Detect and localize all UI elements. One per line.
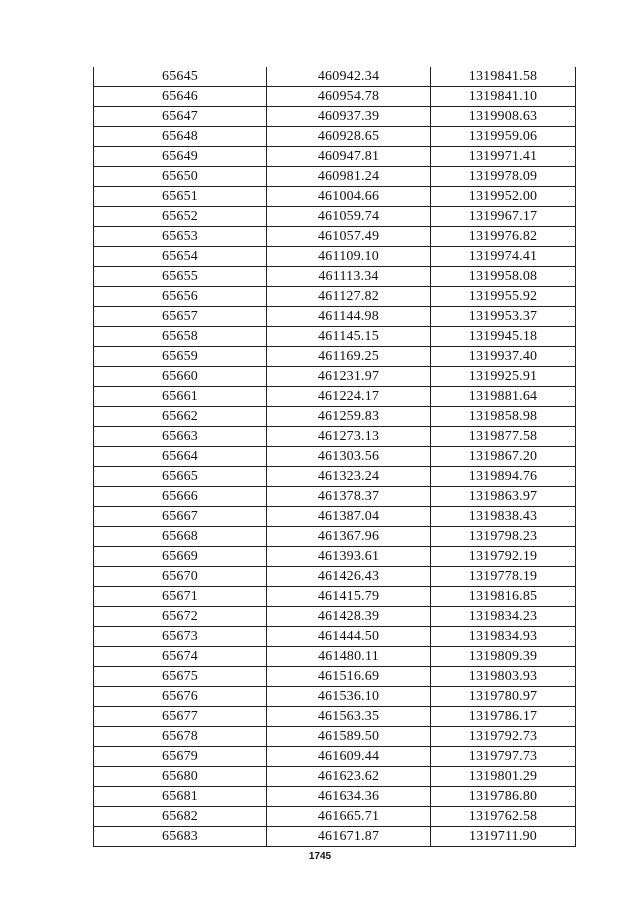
table-row xyxy=(94,147,576,167)
point-id-cell: 65669 xyxy=(94,547,267,567)
x-coordinate-cell: 461609.44 xyxy=(267,747,431,767)
table-row xyxy=(94,787,576,807)
table-row xyxy=(94,107,576,127)
table-row xyxy=(94,807,576,827)
table-row xyxy=(94,167,576,187)
y-coordinate-cell: 1319786.80 xyxy=(431,787,576,807)
coordinate-table xyxy=(93,67,576,847)
y-coordinate-cell: 1319858.98 xyxy=(431,407,576,427)
point-id-cell: 65676 xyxy=(94,687,267,707)
y-coordinate-cell: 1319797.73 xyxy=(431,747,576,767)
y-coordinate-cell: 1319838.43 xyxy=(431,507,576,527)
point-id-cell: 65657 xyxy=(94,307,267,327)
point-id-cell: 65660 xyxy=(94,367,267,387)
point-id-cell: 65672 xyxy=(94,607,267,627)
table-row xyxy=(94,367,576,387)
table-row xyxy=(94,667,576,687)
point-id-cell: 65654 xyxy=(94,247,267,267)
point-id-cell: 65671 xyxy=(94,587,267,607)
table-row xyxy=(94,287,576,307)
point-id-cell: 65656 xyxy=(94,287,267,307)
x-coordinate-cell: 461144.98 xyxy=(267,307,431,327)
x-coordinate-cell: 461323.24 xyxy=(267,467,431,487)
x-coordinate-cell: 461536.10 xyxy=(267,687,431,707)
table-row xyxy=(94,567,576,587)
y-coordinate-cell: 1319786.17 xyxy=(431,707,576,727)
point-id-cell: 65674 xyxy=(94,647,267,667)
table-row xyxy=(94,387,576,407)
point-id-cell: 65663 xyxy=(94,427,267,447)
y-coordinate-cell: 1319955.92 xyxy=(431,287,576,307)
x-coordinate-cell: 461127.82 xyxy=(267,287,431,307)
table-row xyxy=(94,427,576,447)
point-id-cell: 65645 xyxy=(94,67,267,87)
table-row xyxy=(94,267,576,287)
y-coordinate-cell: 1319877.58 xyxy=(431,427,576,447)
y-coordinate-cell: 1319834.93 xyxy=(431,627,576,647)
x-coordinate-cell: 461480.11 xyxy=(267,647,431,667)
point-id-cell: 65666 xyxy=(94,487,267,507)
x-coordinate-cell: 461426.43 xyxy=(267,567,431,587)
table-row xyxy=(94,467,576,487)
y-coordinate-cell: 1319881.64 xyxy=(431,387,576,407)
x-coordinate-cell: 460942.34 xyxy=(267,67,431,87)
y-coordinate-cell: 1319841.10 xyxy=(431,87,576,107)
point-id-cell: 65668 xyxy=(94,527,267,547)
point-id-cell: 65673 xyxy=(94,627,267,647)
x-coordinate-cell: 461516.69 xyxy=(267,667,431,687)
table-row xyxy=(94,207,576,227)
x-coordinate-cell: 461059.74 xyxy=(267,207,431,227)
point-id-cell: 65661 xyxy=(94,387,267,407)
table-row xyxy=(94,307,576,327)
y-coordinate-cell: 1319967.17 xyxy=(431,207,576,227)
table-row xyxy=(94,407,576,427)
x-coordinate-cell: 461634.36 xyxy=(267,787,431,807)
point-id-cell: 65679 xyxy=(94,747,267,767)
x-coordinate-cell: 460981.24 xyxy=(267,167,431,187)
x-coordinate-cell: 461224.17 xyxy=(267,387,431,407)
point-id-cell: 65650 xyxy=(94,167,267,187)
x-coordinate-cell: 461444.50 xyxy=(267,627,431,647)
point-id-cell: 65680 xyxy=(94,767,267,787)
point-id-cell: 65648 xyxy=(94,127,267,147)
table-row xyxy=(94,707,576,727)
point-id-cell: 65647 xyxy=(94,107,267,127)
point-id-cell: 65667 xyxy=(94,507,267,527)
table-row xyxy=(94,227,576,247)
table-row xyxy=(94,527,576,547)
x-coordinate-cell: 461259.83 xyxy=(267,407,431,427)
y-coordinate-cell: 1319908.63 xyxy=(431,107,576,127)
point-id-cell: 65655 xyxy=(94,267,267,287)
point-id-cell: 65682 xyxy=(94,807,267,827)
y-coordinate-cell: 1319976.82 xyxy=(431,227,576,247)
x-coordinate-cell: 461109.10 xyxy=(267,247,431,267)
y-coordinate-cell: 1319711.90 xyxy=(431,827,576,847)
y-coordinate-cell: 1319792.73 xyxy=(431,727,576,747)
table-row xyxy=(94,767,576,787)
x-coordinate-cell: 460947.81 xyxy=(267,147,431,167)
y-coordinate-cell: 1319958.08 xyxy=(431,267,576,287)
point-id-cell: 65665 xyxy=(94,467,267,487)
table-row xyxy=(94,127,576,147)
table-row xyxy=(94,827,576,847)
y-coordinate-cell: 1319801.29 xyxy=(431,767,576,787)
x-coordinate-cell: 461415.79 xyxy=(267,587,431,607)
y-coordinate-cell: 1319809.39 xyxy=(431,647,576,667)
y-coordinate-cell: 1319959.06 xyxy=(431,127,576,147)
x-coordinate-cell: 461145.15 xyxy=(267,327,431,347)
point-id-cell: 65649 xyxy=(94,147,267,167)
y-coordinate-cell: 1319894.76 xyxy=(431,467,576,487)
x-coordinate-cell: 461303.56 xyxy=(267,447,431,467)
x-coordinate-cell: 461367.96 xyxy=(267,527,431,547)
point-id-cell: 65664 xyxy=(94,447,267,467)
x-coordinate-cell: 461387.04 xyxy=(267,507,431,527)
point-id-cell: 65670 xyxy=(94,567,267,587)
x-coordinate-cell: 460954.78 xyxy=(267,87,431,107)
table-row xyxy=(94,587,576,607)
x-coordinate-cell: 461273.13 xyxy=(267,427,431,447)
table-row xyxy=(94,747,576,767)
point-id-cell: 65678 xyxy=(94,727,267,747)
x-coordinate-cell: 461113.34 xyxy=(267,267,431,287)
table-row xyxy=(94,187,576,207)
table-row xyxy=(94,687,576,707)
x-coordinate-cell: 461004.66 xyxy=(267,187,431,207)
point-id-cell: 65652 xyxy=(94,207,267,227)
point-id-cell: 65653 xyxy=(94,227,267,247)
y-coordinate-cell: 1319798.23 xyxy=(431,527,576,547)
point-id-cell: 65658 xyxy=(94,327,267,347)
table-row xyxy=(94,447,576,467)
point-id-cell: 65646 xyxy=(94,87,267,107)
x-coordinate-cell: 461671.87 xyxy=(267,827,431,847)
x-coordinate-cell: 461589.50 xyxy=(267,727,431,747)
x-coordinate-cell: 461665.71 xyxy=(267,807,431,827)
point-id-cell: 65675 xyxy=(94,667,267,687)
y-coordinate-cell: 1319952.00 xyxy=(431,187,576,207)
y-coordinate-cell: 1319953.37 xyxy=(431,307,576,327)
point-id-cell: 65651 xyxy=(94,187,267,207)
y-coordinate-cell: 1319792.19 xyxy=(431,547,576,567)
table-row xyxy=(94,247,576,267)
table-row xyxy=(94,347,576,367)
table-row xyxy=(94,87,576,107)
table-row xyxy=(94,607,576,627)
y-coordinate-cell: 1319863.97 xyxy=(431,487,576,507)
x-coordinate-cell: 460937.39 xyxy=(267,107,431,127)
page-number: 1745 xyxy=(308,851,332,862)
point-id-cell: 65683 xyxy=(94,827,267,847)
x-coordinate-cell: 461057.49 xyxy=(267,227,431,247)
x-coordinate-cell: 461378.37 xyxy=(267,487,431,507)
y-coordinate-cell: 1319937.40 xyxy=(431,347,576,367)
table-row xyxy=(94,67,576,87)
table-row xyxy=(94,487,576,507)
x-coordinate-cell: 461231.97 xyxy=(267,367,431,387)
y-coordinate-cell: 1319834.23 xyxy=(431,607,576,627)
y-coordinate-cell: 1319803.93 xyxy=(431,667,576,687)
point-id-cell: 65659 xyxy=(94,347,267,367)
x-coordinate-cell: 461393.61 xyxy=(267,547,431,567)
y-coordinate-cell: 1319925.91 xyxy=(431,367,576,387)
point-id-cell: 65681 xyxy=(94,787,267,807)
table-row xyxy=(94,547,576,567)
y-coordinate-cell: 1319780.97 xyxy=(431,687,576,707)
table-row xyxy=(94,727,576,747)
y-coordinate-cell: 1319778.19 xyxy=(431,567,576,587)
x-coordinate-cell: 460928.65 xyxy=(267,127,431,147)
x-coordinate-cell: 461563.35 xyxy=(267,707,431,727)
y-coordinate-cell: 1319971.41 xyxy=(431,147,576,167)
y-coordinate-cell: 1319974.41 xyxy=(431,247,576,267)
coordinate-table-body xyxy=(94,67,576,847)
x-coordinate-cell: 461623.62 xyxy=(267,767,431,787)
x-coordinate-cell: 461428.39 xyxy=(267,607,431,627)
x-coordinate-cell: 461169.25 xyxy=(267,347,431,367)
y-coordinate-cell: 1319978.09 xyxy=(431,167,576,187)
table-row xyxy=(94,627,576,647)
y-coordinate-cell: 1319816.85 xyxy=(431,587,576,607)
point-id-cell: 65662 xyxy=(94,407,267,427)
table-row xyxy=(94,647,576,667)
y-coordinate-cell: 1319945.18 xyxy=(431,327,576,347)
point-id-cell: 65677 xyxy=(94,707,267,727)
y-coordinate-cell: 1319762.58 xyxy=(431,807,576,827)
table-row xyxy=(94,507,576,527)
y-coordinate-cell: 1319841.58 xyxy=(431,67,576,87)
table-row xyxy=(94,327,576,347)
y-coordinate-cell: 1319867.20 xyxy=(431,447,576,467)
